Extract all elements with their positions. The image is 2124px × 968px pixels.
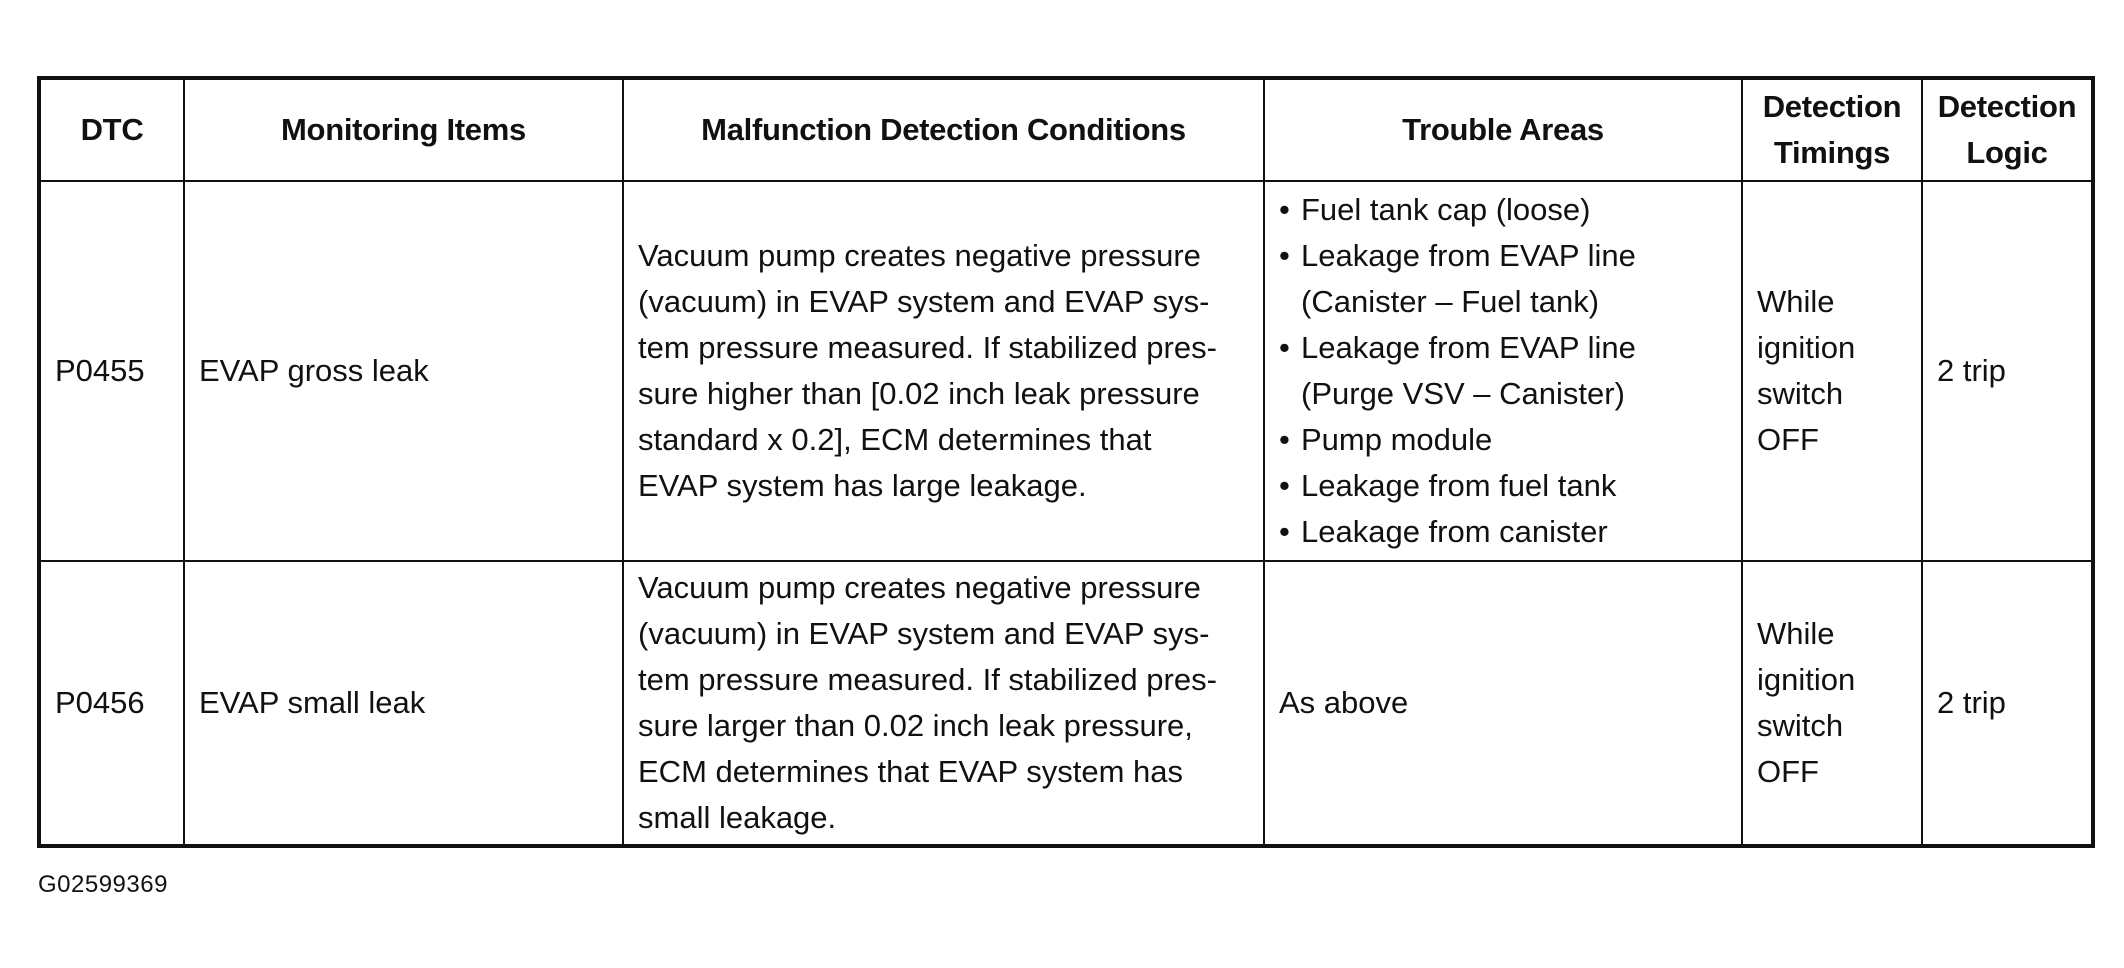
cell-trouble-areas	[1264, 181, 1742, 561]
header-detection-timings	[1742, 78, 1922, 181]
trouble-area-item: • Leakage from EVAP line (Purge VSV – Canister)	[1279, 325, 1725, 417]
header-timings-line1: Detection	[1762, 89, 1902, 124]
cell-detection-logic: 2 trip	[1922, 181, 2093, 561]
cell-conditions	[623, 181, 1264, 561]
condition-line: small leakage.	[638, 800, 837, 835]
header-dtc: DTC	[39, 78, 184, 181]
figure-id: G02599369	[38, 871, 168, 898]
cell-dtc: P0456	[39, 561, 184, 846]
timing-line: OFF	[1757, 754, 1819, 789]
trouble-area-item: • Leakage from fuel tank	[1279, 463, 1725, 509]
trouble-area-item: • Leakage from canister	[1279, 509, 1725, 555]
condition-line: (vacuum) in EVAP system and EVAP sys-	[638, 616, 1210, 651]
timing-line: ignition	[1757, 330, 1856, 365]
header-logic-line2: Logic	[1966, 135, 2048, 170]
header-detection-logic	[1922, 78, 2093, 181]
header-row	[39, 78, 2093, 181]
cell-detection-timing	[1742, 561, 1922, 846]
cell-monitoring-item: EVAP gross leak	[184, 181, 623, 561]
cell-trouble-areas: As above	[1264, 561, 1742, 846]
timing-line: switch	[1757, 708, 1844, 743]
condition-line: sure larger than 0.02 inch leak pressure,	[638, 708, 1193, 743]
cell-detection-timing	[1742, 181, 1922, 561]
condition-line: Vacuum pump creates negative pressure	[638, 238, 1201, 273]
timing-line: While	[1757, 284, 1835, 319]
cell-dtc: P0455	[39, 181, 184, 561]
timing-line: switch	[1757, 376, 1844, 411]
condition-line: ECM determines that EVAP system has	[638, 754, 1184, 789]
trouble-area-list	[1279, 187, 1725, 555]
trouble-area-item: • Fuel tank cap (loose)	[1279, 187, 1725, 233]
header-logic-line1: Detection	[1937, 89, 2077, 124]
condition-line: Vacuum pump creates negative pressure	[638, 570, 1201, 605]
trouble-area-item: • Pump module	[1279, 417, 1725, 463]
header-trouble-areas: Trouble Areas	[1264, 78, 1742, 181]
cell-conditions	[623, 561, 1264, 846]
header-timings-line2: Timings	[1773, 135, 1891, 170]
timing-line: ignition	[1757, 662, 1856, 697]
table-row	[39, 561, 2093, 846]
condition-line: tem pressure measured. If stabilized pres-	[638, 330, 1217, 365]
condition-line: sure higher than [0.02 inch leak pressure	[638, 376, 1200, 411]
condition-line: tem pressure measured. If stabilized pres-	[638, 662, 1217, 697]
condition-line: (vacuum) in EVAP system and EVAP sys-	[638, 284, 1210, 319]
cell-detection-logic: 2 trip	[1922, 561, 2093, 846]
header-monitoring-items: Monitoring Items	[184, 78, 623, 181]
dtc-table	[37, 76, 2095, 848]
header-conditions: Malfunction Detection Conditions	[623, 78, 1264, 181]
condition-line: standard x 0.2], ECM determines that	[638, 422, 1152, 457]
condition-line: EVAP system has large leakage.	[638, 468, 1087, 503]
timing-line: While	[1757, 616, 1835, 651]
trouble-area-item: • Leakage from EVAP line (Canister – Fuel tank)	[1279, 233, 1725, 325]
table-row	[39, 181, 2093, 561]
timing-line: OFF	[1757, 422, 1819, 457]
cell-monitoring-item: EVAP small leak	[184, 561, 623, 846]
